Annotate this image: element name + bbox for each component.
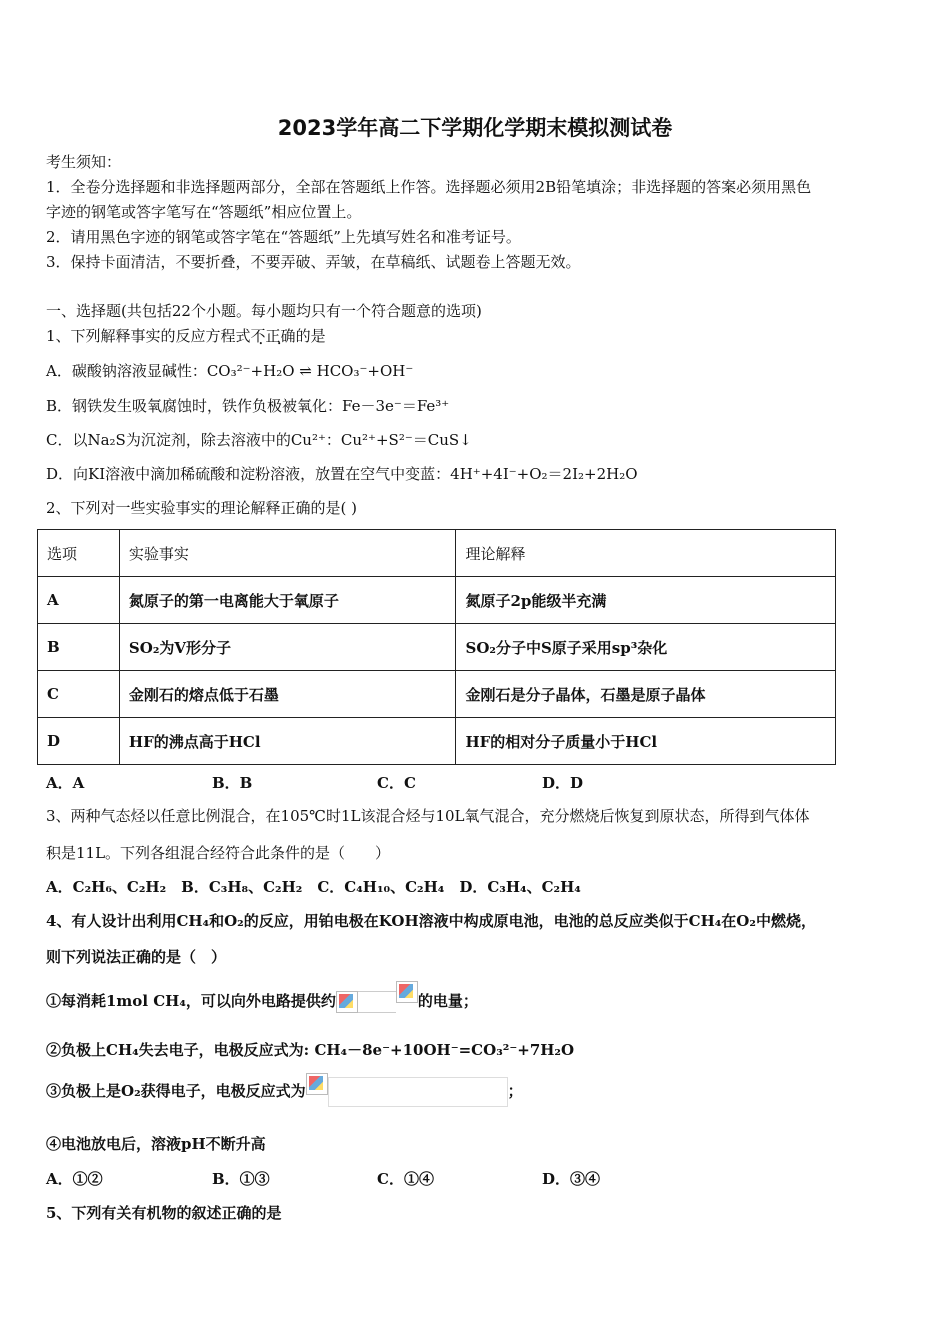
q1-option-d: D．向KI溶液中滴加稀硫酸和淀粉溶液，放置在空气中变蓝：4H⁺+4I⁻+O₂＝2I₂+2H₂O [46, 465, 638, 483]
table-header-cell: 选项 [38, 530, 120, 577]
table-cell: C [38, 671, 120, 718]
q1-stem [46, 326, 326, 346]
broken-image-icon [396, 981, 418, 1003]
table-cell: 氮原子的第一电离能大于氧原子 [119, 577, 456, 624]
q4-option-d: D．③④ [542, 1170, 601, 1188]
q2-option-c: C．C [377, 774, 416, 792]
q4-stem-a: 4、有人设计出利用CH₄和O₂的反应，用铂电极在KOH溶液中构成原电池，电池的总反应类似于CH₄在O₂中燃烧， [46, 912, 816, 930]
table-header-cell: 理论解释 [456, 530, 836, 577]
q1-stem-b: 的是 [295, 327, 326, 345]
table-row [38, 671, 836, 718]
q4-statement-1 [46, 983, 478, 1019]
q4-statement-1b: 的电量； [417, 992, 478, 1010]
table-cell: 氮原子2p能级半充满 [456, 577, 836, 624]
broken-image-icon [306, 1073, 328, 1095]
q3-stem-b: 积是11L。下列各组混合经符合此条件的是（ ） [46, 844, 391, 862]
exam-title: 2023学年高二下学期化学期末模拟测试卷 [277, 116, 673, 140]
notice-line-1a: 1．全卷分选择题和非选择题两部分，全部在答题纸上作答。选择题必须用2B铅笔填涂；非选择题的答案必须用黑色 [46, 178, 812, 196]
table-cell: 金刚石的熔点低于石墨 [119, 671, 456, 718]
notice-heading: 考生须知： [46, 153, 122, 171]
broken-image-icon [336, 991, 358, 1013]
q4-statement-2: ②负极上CH₄失去电子，电极反应式为: CH₄－8e⁻+10OH⁻=CO₃²⁻+7H₂O [46, 1041, 575, 1059]
q2-table [37, 529, 836, 765]
image-placeholder [358, 991, 396, 1013]
q2-option-d: D．D [542, 774, 584, 792]
q1-stem-emphasis: 不正确 • • [251, 327, 296, 345]
q4-option-a: A．①② [46, 1170, 103, 1188]
image-placeholder [328, 1077, 508, 1107]
q1-option-a: A．碳酸钠溶液显碱性：CO₃²⁻+H₂O ⇌ HCO₃⁻+OH⁻ [46, 362, 414, 380]
table-row [38, 718, 836, 765]
q4-statement-4: ④电池放电后，溶液pH不断升高 [46, 1135, 266, 1153]
notice-line-3: 3．保持卡面清洁，不要折叠，不要弄破、弄皱，在草稿纸、试题卷上答题无效。 [46, 253, 581, 271]
q4-option-b: B．①③ [212, 1170, 270, 1188]
table-header-row [38, 530, 836, 577]
q4-stem-b: 则下列说法正确的是（ ） [46, 948, 227, 966]
section-heading: 一、选择题(共包括22个小题。每小题均只有一个符合题意的选项) [46, 302, 482, 320]
q4-statement-3b: ； [507, 1082, 523, 1100]
q4-statement-3 [46, 1073, 523, 1109]
q1-stem-a: 1、下列解释事实的反应方程式 [46, 327, 251, 345]
q1-option-c: C．以Na₂S为沉淀剂，除去溶液中的Cu²⁺：Cu²⁺+S²⁻＝CuS↓ [46, 431, 472, 449]
q4-statement-1a: ①每消耗1mol CH₄，可以向外电路提供约 [46, 992, 336, 1010]
q3-stem-a: 3、两种气态烃以任意比例混合，在105℃时1L该混合烃与10L氧气混合，充分燃烧后恢复到原状态，所得到气体体 [46, 807, 810, 825]
table-cell: B [38, 624, 120, 671]
table-row [38, 624, 836, 671]
table-cell: 金刚石是分子晶体，石墨是原子晶体 [456, 671, 836, 718]
table-cell: SO₂为V形分子 [119, 624, 456, 671]
table-row [38, 577, 836, 624]
table-cell: SO₂分子中S原子采用sp³杂化 [456, 624, 836, 671]
q2-option-a: A．A [46, 774, 85, 792]
q3-options: A．C₂H₆、C₂H₂ B．C₃H₈、C₂H₂ C．C₄H₁₀、C₂H₄ D．C₃H₄、C₂H₄ [46, 878, 581, 896]
notice-line-1b: 字迹的钢笔或答字笔写在“答题纸”相应位置上。 [46, 203, 362, 221]
table-cell: D [38, 718, 120, 765]
q2-stem: 2、下列对一些实验事实的理论解释正确的是( ) [46, 499, 358, 517]
q4-statement-3a: ③负极上是O₂获得电子，电极反应式为 [46, 1082, 306, 1100]
q5-stem: 5、下列有关有机物的叙述正确的是 [46, 1204, 282, 1222]
table-header-cell: 实验事实 [119, 530, 456, 577]
table-cell: HF的相对分子质量小于HCl [456, 718, 836, 765]
q2-option-b: B．B [212, 774, 253, 792]
q1-option-b: B．钢铁发生吸氧腐蚀时，铁作负极被氧化：Fe－3e⁻＝Fe³⁺ [46, 397, 450, 415]
notice-line-2: 2．请用黑色字迹的钢笔或答字笔在“答题纸”上先填写姓名和准考证号。 [46, 228, 521, 246]
table-cell: A [38, 577, 120, 624]
table-cell: HF的沸点高于HCl [119, 718, 456, 765]
q4-option-c: C．①④ [377, 1170, 434, 1188]
